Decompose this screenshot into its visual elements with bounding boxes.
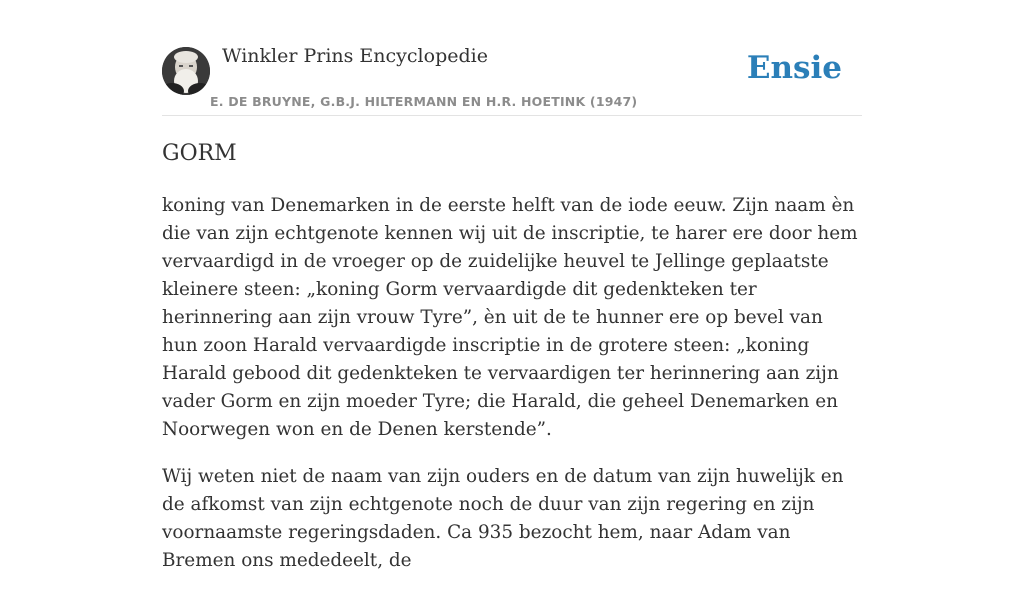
brand-logo[interactable]: Ensie — [746, 50, 842, 86]
source-title[interactable]: Winkler Prins Encyclopedie — [222, 45, 488, 67]
article-paragraph: Wij weten niet de naam van zijn ouders en de datum van zijn huwelijk en de afkomst van zijn echtgenote noch de duur van zijn regering en zijn voornaamste regeringsdaden. Ca 935 bezocht hem, naar Adam van Bremen ons mededeelt, de — [162, 466, 844, 571]
article-title: GORM — [162, 141, 237, 166]
article-paragraph: koning van Denemarken in de eerste helft van de iode eeuw. Zijn naam èn die van zijn echtgenote kennen wij uit de inscriptie, te harer ere door hem vervaardigd in de vroeger op de zuidelijke heuvel te Jellinge geplaatste kleinere steen: „koning Gorm vervaardigde dit gedenkteken ter herinnering aan zijn vrouw Tyre”, èn uit de te hunner ere op bevel van hun zoon Harald vervaardigde inscriptie in de grotere steen: „koning Harald gebood dit gedenkteken te vervaardigen ter herinnering aan zijn vader Gorm en zijn moeder Tyre; die Harald, die geheel Denemarken en Noorwegen won en de Denen kerstende”. — [162, 195, 858, 440]
author-avatar — [162, 47, 210, 95]
author-portrait-icon — [162, 47, 210, 95]
article-body — [162, 192, 862, 594]
header-divider — [162, 115, 862, 116]
source-authors: E. DE BRUYNE, G.B.J. HILTERMANN EN H.R. HOETINK (1947) — [210, 94, 638, 109]
